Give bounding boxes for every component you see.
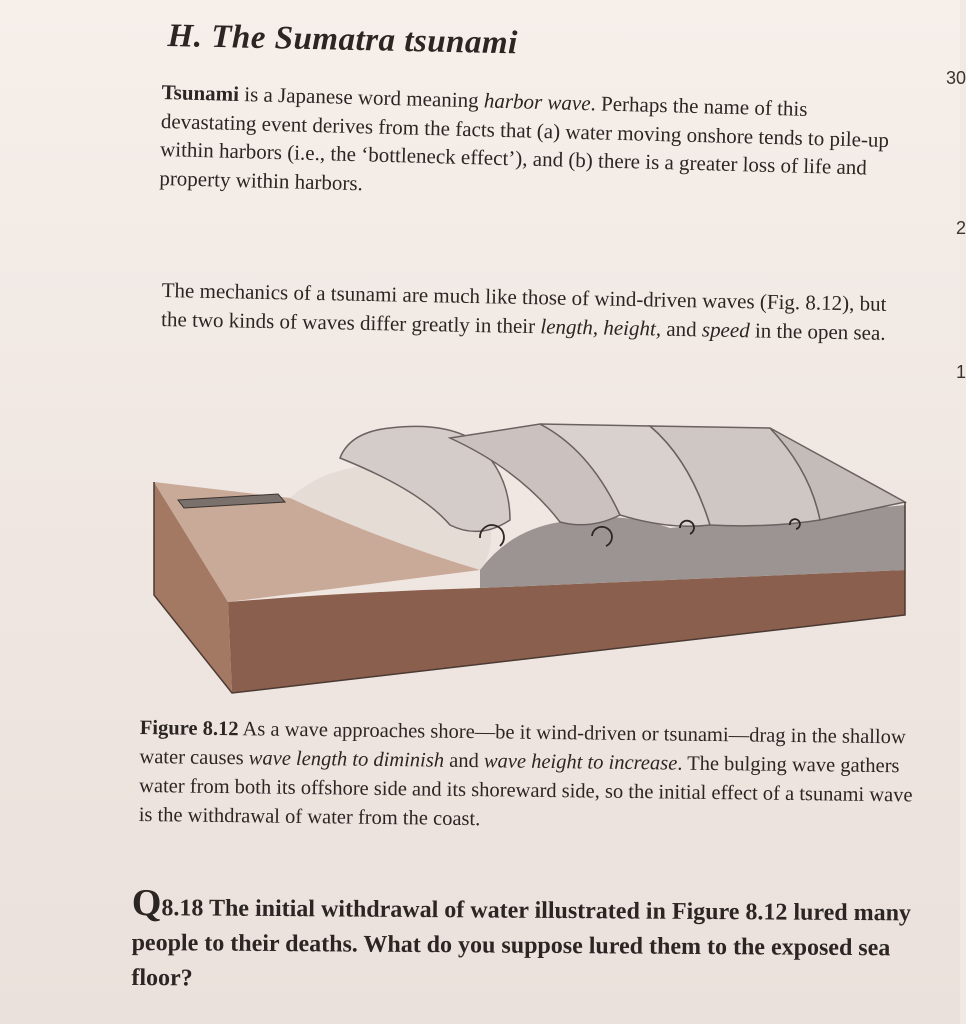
caption-emphasis: wave height to increase <box>483 750 678 775</box>
figure-8-12-illustration <box>150 410 910 700</box>
caption-text: . The bulging wave gathers water from both its offshore side and its shoreward side, so the initial effect of a tsunami wave is the withdrawal of water from the coast. <box>138 752 913 831</box>
margin-number: 1 <box>955 362 966 382</box>
paragraph-text: The mechanics of a tsunami are much like those of wind-driven waves (Fig. 8.12), but the two kinds of waves differ greatly in their <box>160 277 887 338</box>
emphasis-harbor-wave: harbor wave <box>483 88 591 116</box>
question-8-18 <box>131 882 922 1002</box>
term-tsunami: Tsunami <box>161 79 240 107</box>
caption-text: As a wave approaches shore—be it wind-driven or tsunami—drag in the shallow water causes <box>139 718 906 770</box>
emphasis-length-height: length, height, <box>540 313 662 341</box>
emphasis-speed: speed <box>701 316 750 342</box>
paragraph-text: . Perhaps the name of this devastating event derives from the facts that (a) water moving onshore tends to pile-up within harbors (i.e., the ‘bottleneck effect’), and (b) there is a greater loss of life and property within harbors. <box>159 91 890 195</box>
caption-emphasis: wave length to diminish <box>248 747 445 772</box>
margin-number: 2 <box>955 218 966 238</box>
question-text: The initial withdrawal of water illustrated in Figure 8.12 lured many people to their deaths. What do you suppose lured them to the exposed sea floor? <box>131 895 912 992</box>
paragraph-text: and <box>660 316 703 341</box>
paragraph-text: in the open sea. <box>749 317 886 345</box>
paragraph-tsunami-mechanics <box>161 276 902 347</box>
question-number: 8.18 <box>161 895 204 922</box>
section-title: H. The Sumatra tsunami <box>167 18 519 62</box>
caption-text: and <box>443 749 485 773</box>
figure-label: Figure 8.12 <box>139 716 239 741</box>
paragraph-tsunami-definition <box>159 78 902 211</box>
paragraph-text: is a Japanese word meaning <box>238 82 485 113</box>
question-letter: Q <box>131 882 162 925</box>
figure-caption <box>139 714 920 840</box>
margin-number: 30 <box>945 68 966 88</box>
